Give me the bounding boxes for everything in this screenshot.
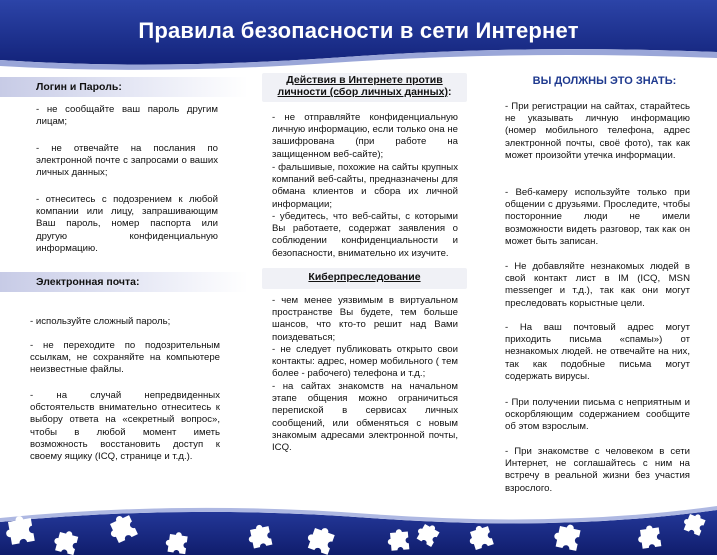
section-header-login <box>0 77 248 97</box>
login-item-1: - не сообщайте ваш пароль другим лицам; <box>36 104 218 128</box>
section-header-login-text: Логин и Пароль: <box>36 81 122 93</box>
email-item-3: - на случай непредвиденных обстоятельств внимательно отнеситесь к выбору ответа на «секретный вопрос», чтобы в любой момент иметь возможность восстановить доступ к своему ящику (ICQ, странице и т.д.). <box>30 390 220 463</box>
login-item-3: - отнеситесь с подозрением к любой компании или лицу, запрашивающим Ваш пароль, номер паспорта или другую конфиденциальную информацию. <box>36 194 218 254</box>
must-know-item-4: - На ваш почтовый адрес могут приходить письма «спамы») от незнакомых людей. не отвечайте на них, так как подобные письма могут содержать вирусы. <box>505 322 690 382</box>
section-header-cyberbullying-text: Киберпреследование <box>308 271 421 283</box>
identity-item-3: - убедитесь, что веб-сайты, с которыми Вы работаете, содержат заявления о соблюдении конфиденциальности и безопасности, внимательно их изучите. <box>272 211 458 259</box>
section-header-identity-line2: личности (сбор личных данных) <box>277 86 448 98</box>
header-banner <box>0 0 717 72</box>
section-header-identity <box>262 73 467 102</box>
section-header-cyberbullying <box>262 268 467 289</box>
cyberbullying-item-1: - чем менее уязвимым в виртуальном пространстве Вы будете, тем больше шансов, что кто-то решит над Вами поиздеваться; <box>272 295 458 343</box>
must-know-header: ВЫ ДОЛЖНЫ ЭТО ЗНАТЬ: <box>532 75 677 87</box>
identity-item-2: - фальшивые, похожие на сайты крупных компаний веб-сайты, предназначены для обмана клиентов и сбора их личной информации; <box>272 162 458 210</box>
cyberbullying-item-2: - не следует публиковать открыто свои контакты: адрес, номер мобильного ( тем более - рабочего) телефона и т.д.; <box>272 344 458 380</box>
page-title: Правила безопасности в сети Интернет <box>138 18 579 43</box>
must-know-item-3: - Не добавляйте незнакомых людей в свой контакт лист в IM (ICQ, MSN messenger и т.д.), так как они могут преследовать корыстные цели. <box>505 261 690 309</box>
footer-banner <box>0 500 717 555</box>
must-know-item-5: - При получении письма с неприятным и оскорбляющим содержанием сообщите об этом взрослым. <box>505 397 690 433</box>
section-header-email <box>0 272 248 292</box>
footer-background <box>0 500 717 555</box>
email-item-2: - не переходите по подозрительным ссылкам, не сохраняйте на компьютере неизвестные файлы. <box>30 340 220 376</box>
cyberbullying-item-3: - на сайтах знакомств на начальном этапе общения можно ограничиться перепиской в сервисах личных сообщений, или обменяться с новым знакомым адресами электронной почты, ICQ. <box>272 381 458 454</box>
email-item-1: - используйте сложный пароль; <box>30 316 171 327</box>
must-know-item-6: - При знакомстве с человеком в сети Интернет, не соглашайтесь с ним на встречу в реальной жизни без участия взрослого. <box>505 446 690 494</box>
login-item-2: - не отвечайте на послания по электронной почте с запросами о ваших личных данных; <box>36 143 218 179</box>
must-know-item-1: - При регистрации на сайтах, старайтесь не указывать личную информацию (номер мобильного телефона, адрес электронной почты, своё фото), так как может произойти утечка информации. <box>505 101 690 161</box>
section-header-identity-line1: Действия в Интернете против <box>286 74 443 86</box>
section-header-identity-colon: : <box>447 86 452 98</box>
identity-item-1: - не отправляйте конфиденциальную личную информацию, если только она не зашифрована (при работе на защищенном веб-сайте); <box>272 112 458 160</box>
must-know-item-2: - Веб-камеру используйте только при общении с друзьями. Проследите, чтобы посторонние люди не имели возможности видеть разговор, так как он может быть записан. <box>505 187 690 247</box>
section-header-email-text: Электронная почта: <box>36 276 140 288</box>
